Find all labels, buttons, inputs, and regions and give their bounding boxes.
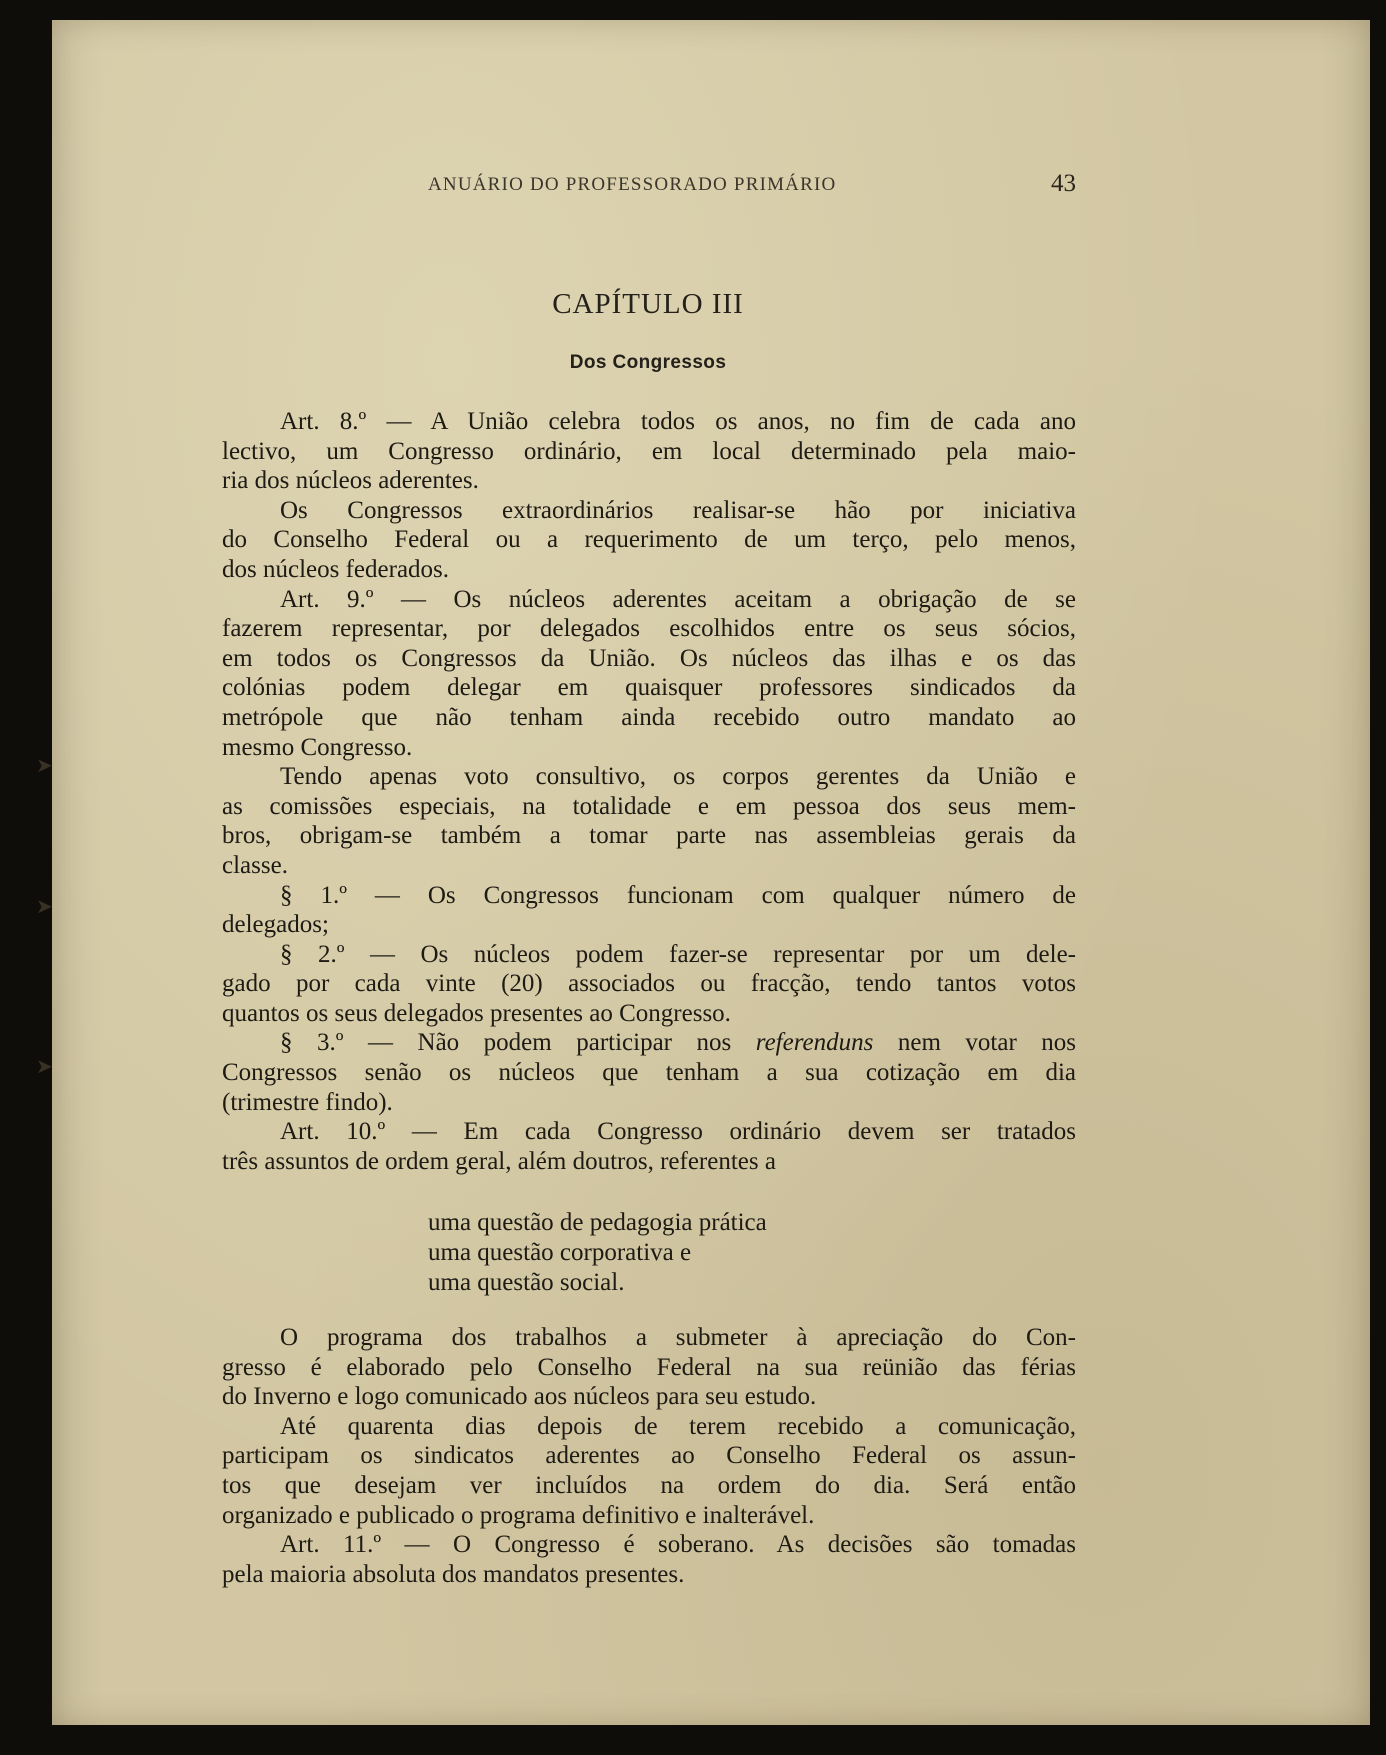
text-line: do Conselho Federal ou a requerimento de um terço, pelo menos,: [222, 526, 1076, 554]
text-line: classe.: [222, 851, 288, 879]
section-title: Dos Congressos: [569, 352, 727, 373]
italic-term: referenduns: [755, 1029, 874, 1057]
text-fragment: § 3.º — Não podem participar nos: [280, 1029, 732, 1057]
text-line: Até quarenta dias depois de terem recebido a comunicação,: [280, 1412, 1076, 1440]
text-line: do Inverno e logo comunicado aos núcleos para seu estudo.: [222, 1383, 817, 1411]
text-line: mesmo Congresso.: [222, 733, 413, 761]
text-line: lectivo, um Congresso ordinário, em local determinado pela maio-: [222, 437, 1076, 465]
text-line: participam os sindicatos aderentes ao Conselho Federal os assun-: [222, 1442, 1076, 1470]
list-item: uma questão de pedagogia prática: [428, 1209, 767, 1236]
margin-arrow-icon: ➤: [36, 755, 53, 777]
text-line: Congressos senão os núcleos que tenham a sua cotização em dia: [222, 1059, 1076, 1087]
text-line: (trimestre findo).: [222, 1088, 393, 1116]
text-line-mixed: [222, 1028, 1076, 1058]
text-line: gado por cada vinte (20) associados ou fracção, tendo tantos votos: [222, 970, 1076, 998]
text-line: Art. 11.º — O Congresso é soberano. As decisões são tomadas: [280, 1531, 1076, 1559]
text-line: Art. 9.º — Os núcleos aderentes aceitam a obrigação de se: [280, 585, 1076, 613]
text-line: colónias podem delegar em quaisquer professores sindicados da: [222, 674, 1076, 702]
text-line: Tendo apenas voto consultivo, os corpos gerentes da União e: [280, 763, 1076, 791]
chapter-title: CAPÍTULO III: [552, 288, 744, 320]
page-number: 43: [1051, 170, 1076, 197]
text-line: O programa dos trabalhos a submeter à apreciação do Con-: [280, 1324, 1076, 1351]
text-line: Art. 10.º — Em cada Congresso ordinário devem ser tratados: [280, 1118, 1076, 1146]
list-item: uma questão social.: [428, 1269, 625, 1296]
margin-arrow-icon: ➤: [36, 896, 53, 918]
text-line: metrópole que não tenham ainda recebido outro mandato ao: [222, 703, 1076, 731]
text-line: organizado e publicado o programa definitivo e inalterável.: [222, 1501, 815, 1529]
text-fragment: nem votar nos: [897, 1029, 1077, 1057]
topic-list: [222, 1208, 1076, 1298]
text-line: em todos os Congressos da União. Os núcleos das ilhas e os das: [222, 644, 1076, 672]
text-line: § 1.º — Os Congressos funcionam com qualquer número de: [280, 881, 1076, 909]
margin-arrow-icon: ➤: [36, 1056, 53, 1078]
text-line: fazerem representar, por delegados escolhidos entre os seus sócios,: [222, 615, 1076, 643]
text-line: tos que desejam ver incluídos na ordem do dia. Será então: [222, 1471, 1076, 1499]
text-line: quantos os seus delegados presentes ao Congresso.: [222, 999, 731, 1027]
text-line: três assuntos de ordem geral, além doutros, referentes a: [222, 1147, 776, 1175]
text-line: gresso é elaborado pelo Conselho Federal na sua reünião das férias: [222, 1353, 1076, 1381]
text-line: ria dos núcleos aderentes.: [222, 467, 479, 495]
text-line: delegados;: [222, 911, 329, 939]
text-line: as comissões especiais, na totalidade e em pessoa dos seus mem-: [222, 792, 1076, 820]
text-line: § 2.º — Os núcleos podem fazer-se representar por um dele-: [280, 940, 1076, 968]
body-text: [222, 407, 1076, 1176]
text-line: dos núcleos federados.: [222, 555, 450, 583]
body-text: [222, 1323, 1076, 1589]
text-line: Os Congressos extraordinários realisar-se hão por iniciativa: [280, 496, 1076, 524]
text-line: pela maioria absoluta dos mandatos presentes.: [222, 1560, 685, 1588]
text-line: Art. 8.º — A União celebra todos os anos, no fim de cada ano: [280, 408, 1076, 435]
running-header: ANUÁRIO DO PROFESSORADO PRIMÁRIO: [428, 174, 837, 195]
text-line: bros, obrigam-se também a tomar parte nas assembleias gerais da: [222, 822, 1076, 850]
list-item: uma questão corporativa e: [428, 1239, 692, 1266]
